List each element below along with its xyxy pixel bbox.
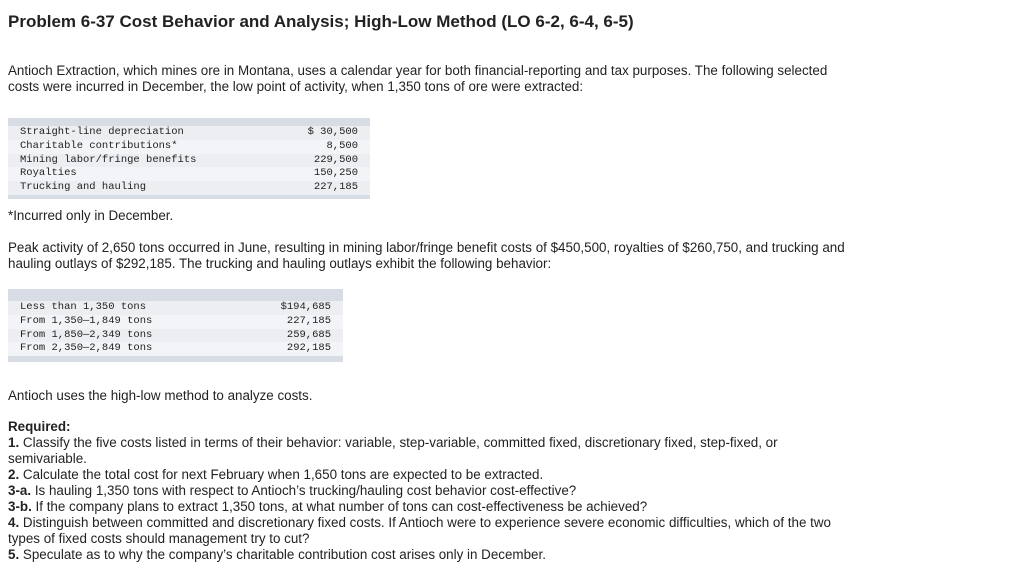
requirement-text: Distinguish between committed and discretionary fixed costs. If Antioch were to experience severe economic difficulties, which of the two types of fixed costs should management try to cut? bbox=[8, 515, 831, 546]
requirement-item bbox=[8, 483, 858, 499]
table-header-bar bbox=[8, 118, 370, 126]
requirement-text: If the company plans to extract 1,350 tons, at what number of tons can cost-effectiveness be achieved? bbox=[35, 499, 648, 514]
requirement-text: Is hauling 1,350 tons with respect to Antioch’s trucking/hauling cost behavior cost-effective? bbox=[34, 483, 577, 498]
cost-value: 8,500 bbox=[326, 139, 358, 152]
cost-value: 150,250 bbox=[313, 167, 358, 180]
method-note: Antioch uses the high-low method to analyze costs. bbox=[8, 388, 313, 403]
range-label: From 2,350—2,849 tons bbox=[20, 342, 153, 355]
requirement-item bbox=[8, 547, 858, 563]
cost-label: Royalties bbox=[20, 167, 77, 180]
table-footer-bar bbox=[8, 195, 370, 199]
table-row bbox=[8, 329, 343, 343]
range-value: 292,185 bbox=[286, 342, 331, 355]
cost-value: 227,185 bbox=[313, 181, 358, 194]
december-costs-table bbox=[8, 118, 370, 199]
requirement-number: 3-b. bbox=[8, 499, 32, 514]
intro-paragraph: Antioch Extraction, which mines ore in Montana, uses a calendar year for both financial-reporting and tax purposes. The following selected costs were incurred in December, the low point of activity, when 1,350 tons of ore were extracted: bbox=[8, 63, 828, 94]
requirement-item bbox=[8, 499, 858, 515]
table-row bbox=[8, 167, 370, 181]
requirement-item bbox=[8, 435, 858, 467]
cost-label: Charitable contributions* bbox=[20, 139, 178, 152]
cost-value: $ 30,500 bbox=[307, 126, 358, 138]
requirements-section bbox=[8, 419, 858, 563]
requirement-number: 3-a. bbox=[8, 483, 32, 498]
requirement-text: Speculate as to why the company’s charitable contribution cost arises only in December. bbox=[22, 547, 546, 562]
requirement-item bbox=[8, 515, 858, 547]
table-header-bar bbox=[8, 289, 343, 301]
cost-label: Straight-line depreciation bbox=[20, 126, 184, 138]
range-value: 259,685 bbox=[286, 328, 331, 341]
table-row bbox=[8, 126, 370, 140]
range-value: 227,185 bbox=[286, 314, 331, 327]
requirement-number: 2. bbox=[8, 467, 20, 482]
requirement-text: Classify the five costs listed in terms of their behavior: variable, step-variable, committed fixed, discretionary fixed, step-fixed, or semivariable. bbox=[8, 435, 778, 466]
requirement-number: 5. bbox=[8, 547, 20, 562]
requirement-number: 4. bbox=[8, 515, 20, 530]
table-row bbox=[8, 154, 370, 168]
table-row bbox=[8, 181, 370, 195]
required-heading: Required: bbox=[8, 419, 71, 434]
requirement-number: 1. bbox=[8, 435, 20, 450]
table-footer-bar bbox=[8, 356, 343, 362]
table-row bbox=[8, 315, 343, 329]
footnote: *Incurred only in December. bbox=[8, 208, 174, 223]
cost-label: Mining labor/fringe benefits bbox=[20, 153, 197, 166]
requirement-item bbox=[8, 467, 858, 483]
requirement-text: Calculate the total cost for next February when 1,650 tons are expected to be extracted. bbox=[22, 467, 544, 482]
page-title: Problem 6-37 Cost Behavior and Analysis; High-Low Method (LO 6-2, 6-4, 6-5) bbox=[8, 12, 634, 31]
range-label: From 1,850—2,349 tons bbox=[20, 328, 153, 341]
range-value: $194,685 bbox=[280, 301, 331, 313]
table-row bbox=[8, 140, 370, 154]
range-label: From 1,350—1,849 tons bbox=[20, 314, 153, 327]
cost-value: 229,500 bbox=[313, 153, 358, 166]
cost-label: Trucking and hauling bbox=[20, 181, 147, 194]
range-label: Less than 1,350 tons bbox=[20, 301, 147, 313]
peak-paragraph: Peak activity of 2,650 tons occurred in June, resulting in mining labor/fringe benefit costs of $450,500, royalties of $260,750, and trucking and hauling outlays of $292,185. The trucking and hauling outlays exhibit the following behavior: bbox=[8, 240, 845, 271]
table-row bbox=[8, 301, 343, 315]
table-row bbox=[8, 342, 343, 356]
trucking-behavior-table bbox=[8, 289, 343, 362]
